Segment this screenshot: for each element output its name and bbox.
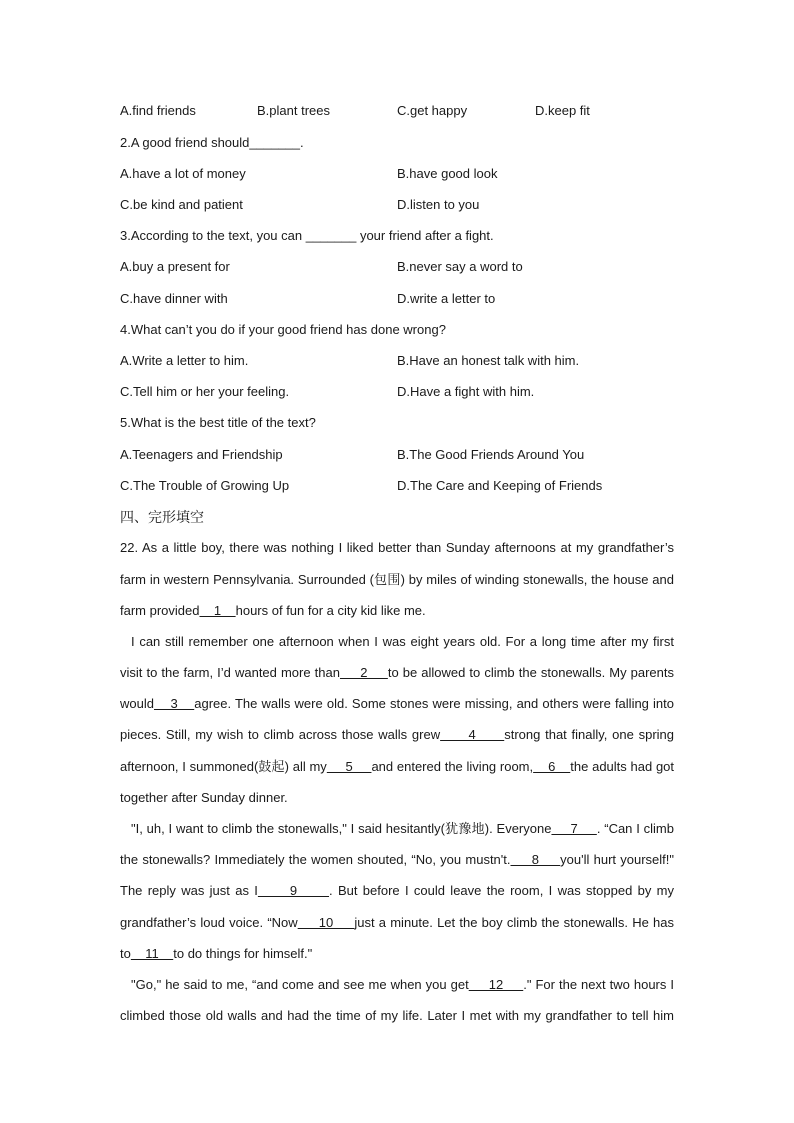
passage-text: . “Can I climb (596, 821, 674, 836)
passage-text: grandfather’s loud voice. “Now (120, 915, 298, 930)
passage-line: I can still remember one afternoon when I was eight years old. For a long time after my first (131, 634, 674, 649)
q5-options-row-1 (120, 445, 674, 465)
passage-line (120, 694, 674, 714)
passage-text: would (120, 696, 154, 711)
blank-5: 5 (326, 759, 372, 774)
passage-line (120, 850, 674, 870)
passage-text: afternoon, I summoned(鼓起) all my (120, 759, 327, 774)
q4-option-b: B.Have an honest talk with him. (397, 353, 580, 368)
q4-option-d: D.Have a fight with him. (397, 384, 535, 399)
passage-line (120, 725, 674, 745)
q3-options-row-2 (120, 289, 674, 309)
passage-text: farm provided (120, 603, 200, 618)
blank-7: 7 (551, 821, 597, 836)
blank-12: 12 (468, 977, 524, 992)
passage-text: The reply was just as I (120, 883, 258, 898)
blank-3: 3 (153, 696, 195, 711)
q2-option-b: B.have good look (397, 166, 498, 181)
q5-stem: 5.What is the best title of the text? (120, 415, 316, 430)
q1-option-a: A.find friends (120, 103, 196, 118)
blank-11: 11 (130, 946, 174, 961)
q1-option-d: D.keep fit (535, 103, 590, 118)
blank-10: 10 (297, 915, 355, 930)
q3-option-a: A.buy a present for (120, 259, 230, 274)
passage-text: to be allowed to climb the stonewalls. My parents (387, 665, 674, 680)
q4-stem: 4.What can’t you do if your good friend has done wrong? (120, 322, 446, 337)
passage-line: farm in western Pennsylvania. Surrounded (包围) by miles of winding stonewalls, the house and (120, 572, 674, 587)
q4-options-row-2 (120, 382, 674, 402)
q4-option-c: C.Tell him or her your feeling. (120, 384, 290, 399)
passage-text: "I, uh, I want to climb the stonewalls," I said hesitantly(犹豫地). Everyone (131, 821, 552, 836)
section-heading: 四、完形填空 (120, 509, 204, 525)
passage-text: hours of fun for a city kid like me. (235, 603, 426, 618)
passage-text: "Go," he said to me, “and come and see me when you get (131, 977, 469, 992)
q5-option-a: A.Teenagers and Friendship (120, 447, 283, 462)
q2-stem: 2.A good friend should_______. (120, 135, 304, 150)
passage-text: the adults had got (570, 759, 675, 774)
passage-line: 22. As a little boy, there was nothing I liked better than Sunday afternoons at my grandfather’s (120, 540, 674, 555)
passage-line (120, 601, 674, 621)
q3-option-c: C.have dinner with (120, 291, 228, 306)
blank-8: 8 (510, 852, 561, 867)
passage-text: to (120, 946, 131, 961)
q2-options-row-1 (120, 164, 674, 184)
q5-options-row-2 (120, 476, 674, 496)
passage-text: ." For the next two hours I (523, 977, 675, 992)
q4-option-a: A.Write a letter to him. (120, 353, 249, 368)
passage-line (120, 663, 674, 683)
blank-9: 9 (257, 883, 330, 898)
passage-line: climbed those old walls and had the time of my life. Later I met with my grandfather to tell him (120, 1008, 674, 1023)
q4-options-row-1 (120, 351, 674, 371)
q2-option-d: D.listen to you (397, 197, 480, 212)
passage-text: strong that finally, one spring (504, 727, 674, 742)
passage-line (131, 975, 674, 995)
q1-option-c: C.get happy (397, 103, 468, 118)
passage-text: the stonewalls? Immediately the women shouted, “No, you mustn't. (120, 852, 511, 867)
q5-option-c: C.The Trouble of Growing Up (120, 478, 290, 493)
blank-1: 1 (199, 603, 236, 618)
passage-line (120, 881, 674, 901)
passage-line (131, 819, 674, 839)
blank-6: 6 (533, 759, 571, 774)
passage-line (120, 913, 674, 933)
passage-text: visit to the farm, I’d wanted more than (120, 665, 340, 680)
q2-option-c: C.be kind and patient (120, 197, 243, 212)
passage-line: together after Sunday dinner. (120, 790, 288, 805)
q3-option-b: B.never say a word to (397, 259, 523, 274)
q3-options-row-1 (120, 257, 674, 277)
q5-option-b: B.The Good Friends Around You (397, 447, 585, 462)
q1-option-b: B.plant trees (257, 103, 330, 118)
blank-4: 4 (440, 727, 505, 742)
passage-text: agree. The walls were old. Some stones were missing, and others were falling into (194, 696, 674, 711)
q2-option-a: A.have a lot of money (120, 166, 246, 181)
passage-text: just a minute. Let the boy climb the stonewalls. He has (354, 915, 675, 930)
passage-text: pieces. Still, my wish to climb across those walls grew (120, 727, 441, 742)
passage-line (120, 757, 674, 777)
q3-stem: 3.According to the text, you can _______ your friend after a fight. (120, 228, 494, 243)
q3-option-d: D.write a letter to (397, 291, 496, 306)
passage-line (120, 944, 674, 964)
passage-text: to do things for himself." (173, 946, 313, 961)
q2-options-row-2 (120, 195, 674, 215)
blank-2: 2 (339, 665, 388, 680)
q5-option-d: D.The Care and Keeping of Friends (397, 478, 603, 493)
q1-options-row (120, 101, 674, 121)
passage-text: . But before I could leave the room, I was stopped by my (329, 883, 675, 898)
passage-text: and entered the living room, (371, 759, 534, 774)
passage-text: you'll hurt yourself!" (560, 852, 675, 867)
